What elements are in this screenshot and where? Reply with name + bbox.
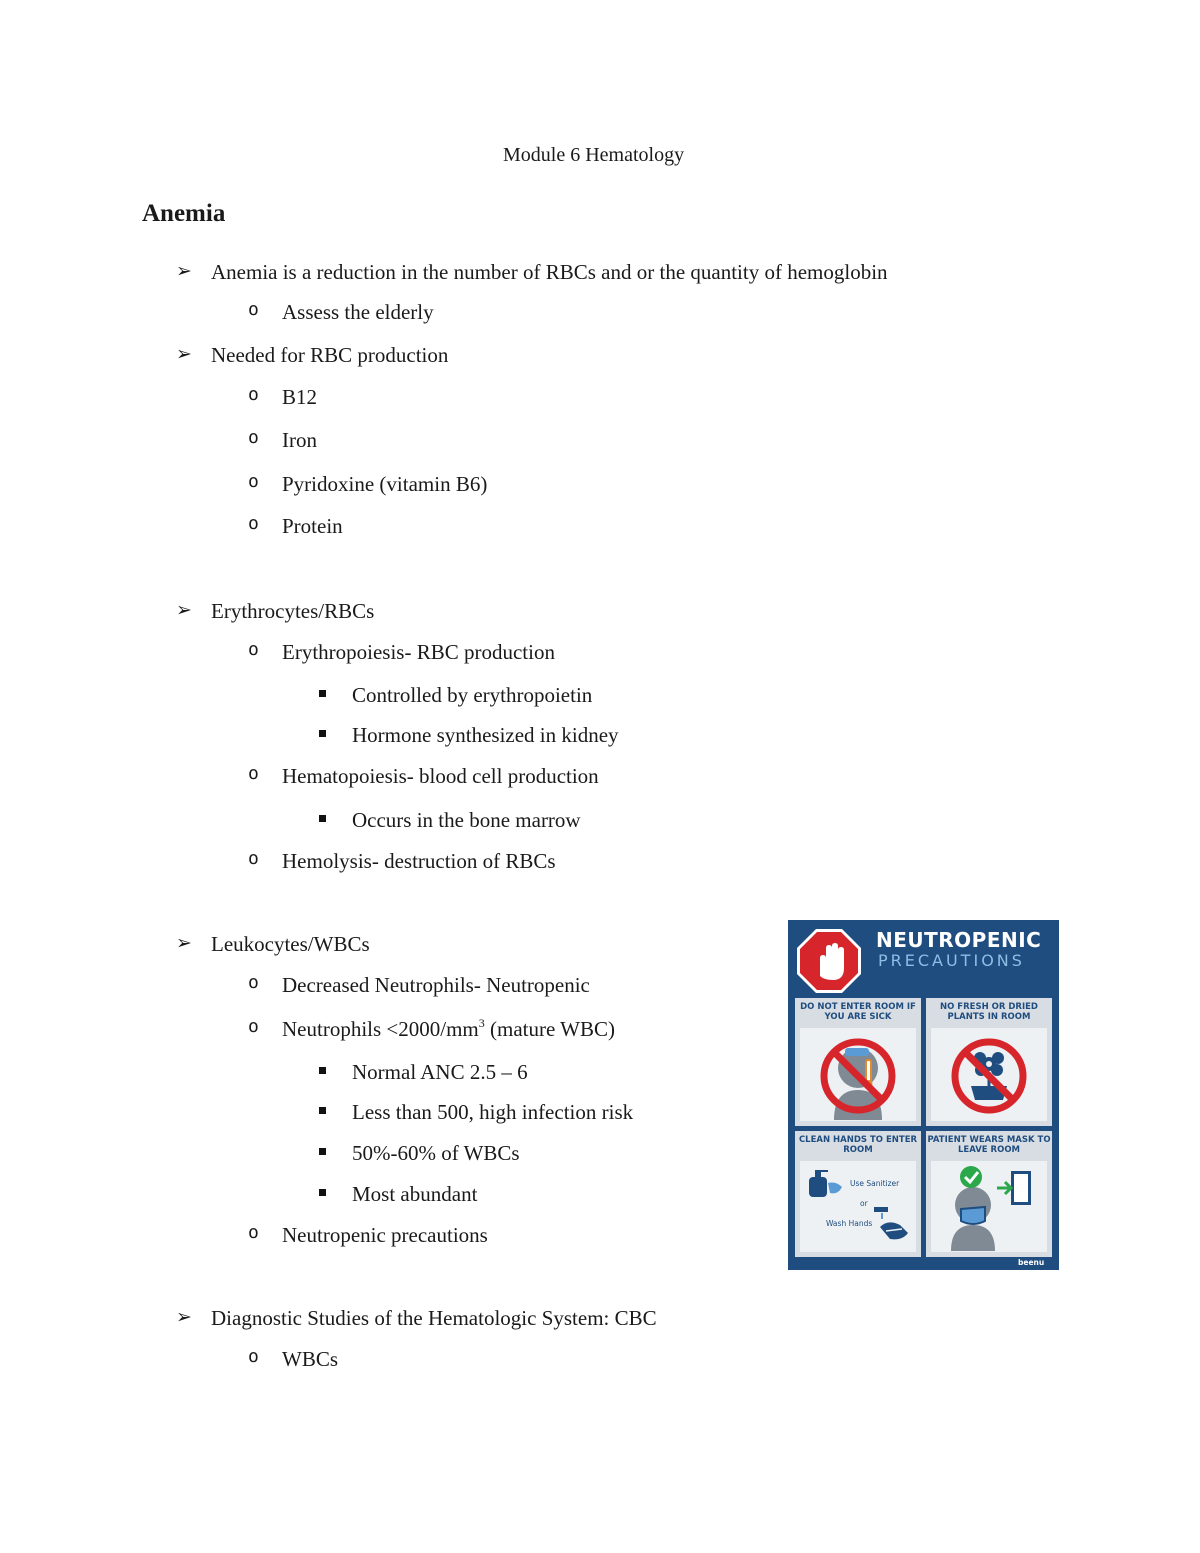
list-item: Decreased Neutrophils- Neutropenic — [282, 973, 590, 997]
list-item — [282, 1016, 616, 1041]
list-item: Hematopoiesis- blood cell production — [282, 764, 599, 788]
list-item: WBCs — [282, 1347, 339, 1371]
bullet-circle: o — [248, 427, 259, 448]
list-item: Occurs in the bone marrow — [352, 808, 581, 832]
bullet-square — [319, 730, 326, 737]
list-item: Neutropenic precautions — [282, 1223, 488, 1247]
list-item: Leukocytes/WBCs — [211, 932, 370, 956]
panel-patient-mask — [926, 1131, 1052, 1257]
panel-do-not-enter — [795, 998, 921, 1126]
sick-person-icon — [800, 1028, 916, 1121]
bullet-square — [319, 1189, 326, 1196]
stop-hand-icon — [796, 928, 862, 994]
bullet-circle: o — [248, 1016, 259, 1037]
neutrophils-text: Neutrophils <2000/mm — [282, 1017, 479, 1041]
list-item: Hormone synthesized in kidney — [352, 723, 619, 747]
list-item: Normal ANC 2.5 – 6 — [352, 1060, 528, 1084]
document-title: Module 6 Hematology — [503, 144, 685, 166]
bullet-square — [319, 1067, 326, 1074]
bullet-circle: o — [248, 384, 259, 405]
poster-title-line1: NEUTROPENIC — [876, 928, 1042, 952]
list-item: Assess the elderly — [282, 300, 434, 324]
list-item: Erythropoiesis- RBC production — [282, 640, 555, 664]
list-item: Anemia is a reduction in the number of RBCs and or the quantity of hemoglobin — [211, 260, 888, 284]
bullet-circle: o — [248, 513, 259, 534]
use-sanitizer-label: Use Sanitizer — [850, 1179, 900, 1188]
bullet-arrow: ➢ — [176, 260, 192, 282]
wash-hands-label: Wash Hands — [826, 1219, 873, 1228]
bullet-arrow: ➢ — [176, 599, 192, 621]
neutrophils-note: (mature WBC) — [484, 1017, 616, 1041]
list-item: Pyridoxine (vitamin B6) — [282, 472, 488, 496]
poster-footer-logo: beenu — [1018, 1258, 1045, 1267]
panel-title: NO FRESH OR DRIED PLANTS IN ROOM — [939, 1002, 1038, 1022]
washing-hands-icon — [872, 1205, 912, 1243]
neutropenic-precautions-poster — [788, 920, 1059, 1270]
hand-sanitizer-icon — [806, 1167, 846, 1199]
list-item: Needed for RBC production — [211, 343, 449, 367]
bullet-arrow: ➢ — [176, 1306, 192, 1328]
list-item: Iron — [282, 428, 317, 452]
bullet-square — [319, 690, 326, 697]
bullet-circle: o — [248, 639, 259, 660]
bullet-circle: o — [248, 1346, 259, 1367]
section-heading: Anemia — [142, 200, 226, 227]
or-label: or — [860, 1199, 868, 1208]
list-item: Protein — [282, 514, 343, 538]
list-item: Most abundant — [352, 1182, 478, 1206]
list-item: Less than 500, high infection risk — [352, 1100, 634, 1124]
poster-title-line2: PRECAUTIONS — [878, 951, 1025, 970]
panel-title: CLEAN HANDS TO ENTER ROOM — [798, 1135, 918, 1155]
list-item: B12 — [282, 385, 318, 409]
list-item: Hemolysis- destruction of RBCs — [282, 849, 556, 873]
bullet-square — [319, 815, 326, 822]
bullet-circle: o — [248, 471, 259, 492]
list-item: Erythrocytes/RBCs — [211, 599, 375, 623]
list-item: Controlled by erythropoietin — [352, 683, 593, 707]
list-item: 50%-60% of WBCs — [352, 1141, 520, 1165]
panel-clean-hands — [795, 1131, 921, 1257]
superscript-three: 3 — [478, 1016, 485, 1030]
no-plants-icon — [931, 1028, 1047, 1121]
bullet-arrow: ➢ — [176, 343, 192, 365]
bullet-circle: o — [248, 763, 259, 784]
panel-title: PATIENT WEARS MASK TO LEAVE ROOM — [927, 1135, 1051, 1155]
bullet-circle: o — [248, 1222, 259, 1243]
bullet-circle: o — [248, 299, 259, 320]
panel-no-plants — [926, 998, 1052, 1126]
bullet-circle: o — [248, 848, 259, 869]
list-item: Diagnostic Studies of the Hematologic System: CBC — [211, 1306, 657, 1330]
bullet-square — [319, 1107, 326, 1114]
bullet-square — [319, 1148, 326, 1155]
bullet-circle: o — [248, 972, 259, 993]
panel-title: DO NOT ENTER ROOM IF YOU ARE SICK — [800, 1002, 916, 1022]
patient-mask-icon — [931, 1161, 1047, 1252]
bullet-arrow: ➢ — [176, 932, 192, 954]
